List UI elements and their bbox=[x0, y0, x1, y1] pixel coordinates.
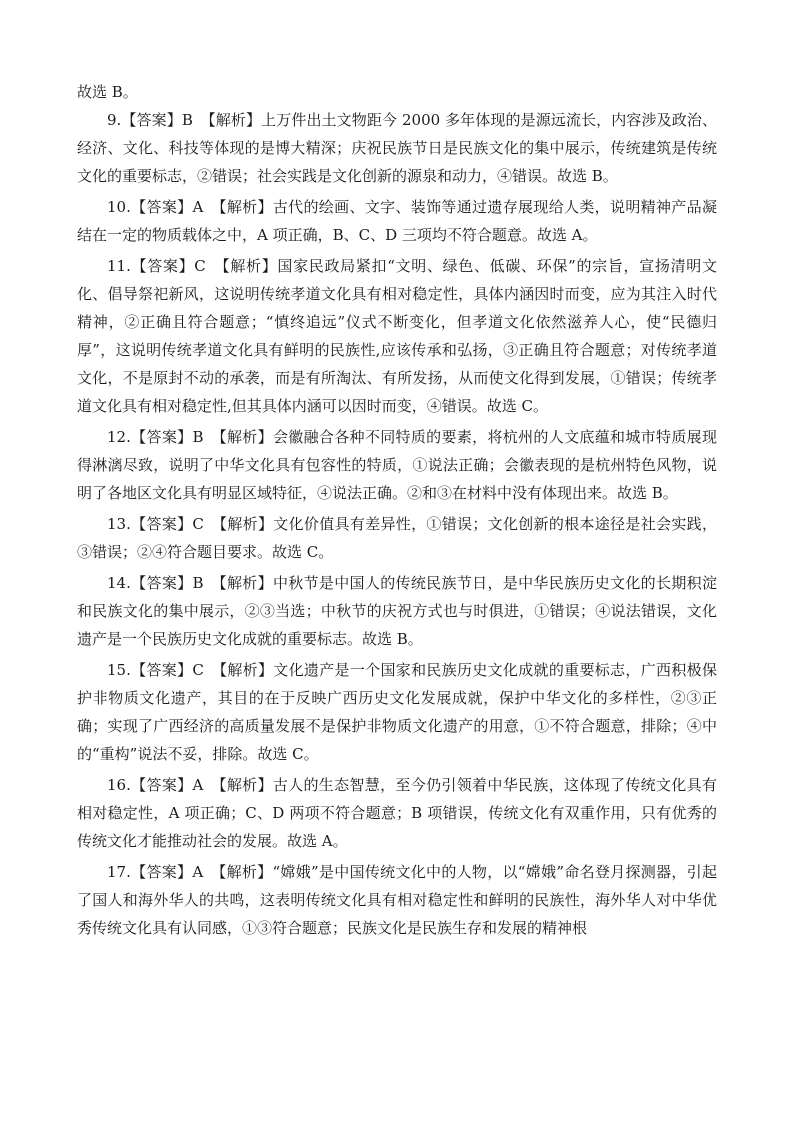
analysis-tag: 【解析】 bbox=[219, 428, 273, 446]
answer-tag: 【答案】 bbox=[130, 257, 195, 275]
answer-item-9 bbox=[77, 106, 717, 190]
item-number: 12. bbox=[107, 428, 131, 446]
item-number: 15. bbox=[107, 661, 131, 679]
analysis-tag: 【解析】 bbox=[218, 863, 273, 881]
answer-tag: 【答案】 bbox=[130, 661, 193, 679]
intro-line bbox=[77, 78, 717, 106]
answer-tag: 【答案】 bbox=[130, 198, 193, 216]
answer-tag: 【答案】 bbox=[130, 776, 193, 794]
analysis-text: 古人的生态智慧，至今仍引领着中华民族，这体现了传统文化具有相对稳定性，A 项正确；C、D 两项不符合题意；B 项错误，传统文化有双重作用，只有优秀的传统文化才能推动社会的发展。故选 A。 bbox=[77, 776, 717, 850]
answer-letter: C bbox=[192, 515, 204, 533]
answer-tag: 【答案】 bbox=[121, 111, 182, 129]
analysis-tag: 【解析】 bbox=[219, 198, 273, 216]
answer-letter: A bbox=[192, 863, 204, 881]
answer-letter: C bbox=[194, 257, 206, 275]
item-number: 16. bbox=[107, 776, 131, 794]
answer-letter: B bbox=[192, 574, 204, 592]
answer-tag: 【答案】 bbox=[130, 574, 193, 592]
analysis-tag: 【解析】 bbox=[219, 515, 274, 533]
answer-tag: 【答案】 bbox=[130, 515, 193, 533]
item-number: 17. bbox=[107, 863, 131, 881]
item-number: 13. bbox=[107, 515, 131, 533]
answer-item-11 bbox=[77, 252, 717, 420]
answer-letter: A bbox=[192, 776, 204, 794]
analysis-tag: 【解析】 bbox=[219, 776, 273, 794]
answer-item-16 bbox=[77, 771, 717, 855]
analysis-text: 文化价值具有差异性，①错误；文化创新的根本途径是社会实践，③错误；②④符合题目要求。故选 C。 bbox=[77, 515, 717, 561]
analysis-text: 国家民政局紧扣“文明、绿色、低碳、环保”的宗旨，宣扬清明文化、倡导祭祀新风，这说明传统孝道文化具有相对稳定性，具体内涵因时而变，应为其注入时代精神，②正确且符合题意；“慎终追远”仪式不断变化，但孝道文化依然滋养人心，使“民德归厚”，这说明传统孝道文化具有鲜明的民族性,应该传承和弘扬，③正确且符合题意；对传统孝道文化，不是原封不动的承袭，而是有所淘汰、有所发扬，从而使文化得到发展，①错误；传统孝道文化具有相对稳定性,但其具体内涵可以因时而变，④错误。故选 C。 bbox=[77, 257, 717, 415]
intro-text: 故选 B。 bbox=[77, 83, 138, 101]
answer-item-10 bbox=[77, 193, 717, 249]
answer-letter: C bbox=[192, 661, 204, 679]
answer-item-14 bbox=[77, 569, 717, 653]
analysis-tag: 【解析】 bbox=[208, 111, 262, 129]
analysis-text: 文化遗产是一个国家和民族历史文化成就的重要标志，广西积极保护非物质文化遗产，其目的在于反映广西历史文化发展成就，保护中华文化的多样性，②③正确；实现了广西经济的高质量发展不是保护非物质文化遗产的用意，①不符合题意，排除；④中的“重构”说法不妥，排除。故选 C。 bbox=[77, 661, 717, 763]
answer-tag: 【答案】 bbox=[130, 428, 193, 446]
analysis-tag: 【解析】 bbox=[219, 574, 273, 592]
item-number: 10. bbox=[107, 198, 131, 216]
analysis-text: 中秋节是中国人的传统民族节日，是中华民族历史文化的长期积淀和民族文化的集中展示，②③当选；中秋节的庆祝方式也与时俱进，①错误；④说法错误，文化遗产是一个民族历史文化成就的重要标志。故选 B。 bbox=[77, 574, 717, 648]
item-number: 11. bbox=[107, 257, 131, 275]
analysis-text: “嫦娥”是中国传统文化中的人物，以“嫦娥”命名登月探测器，引起了国人和海外华人的共鸣，这表明传统文化具有相对稳定性和鲜明的民族性，海外华人对中华优秀传统文化具有认同感，①③符合题意；民族文化是民族生存和发展的精神根 bbox=[77, 863, 717, 937]
answer-item-17 bbox=[77, 858, 717, 942]
analysis-text: 古代的绘画、文字、装饰等通过遗存展现给人类，说明精神产品凝结在一定的物质载体之中，A 项正确，B、C、D 三项均不符合题意。故选 A。 bbox=[77, 198, 717, 244]
answer-item-15 bbox=[77, 656, 717, 768]
document-body bbox=[77, 78, 717, 945]
item-number: 14. bbox=[107, 574, 131, 592]
answer-item-12 bbox=[77, 423, 717, 507]
answer-letter: A bbox=[192, 198, 204, 216]
answer-letter: B bbox=[181, 111, 193, 129]
answer-item-13 bbox=[77, 510, 717, 566]
analysis-tag: 【解析】 bbox=[219, 661, 274, 679]
item-number: 9. bbox=[107, 111, 122, 129]
analysis-tag: 【解析】 bbox=[222, 257, 278, 275]
answer-tag: 【答案】 bbox=[130, 863, 193, 881]
analysis-text: 上万件出土文物距今 2000 多年体现的是源远流长，内容涉及政治、经济、文化、科技等体现的是博大精深；庆祝民族节日是民族文化的集中展示，传统建筑是传统文化的重要标志，②错误；社会实践是文化创新的源泉和动力，④错误。故选 B。 bbox=[77, 111, 717, 185]
analysis-text: 会徽融合各种不同特质的要素，将杭州的人文底蕴和城市特质展现得淋漓尽致，说明了中华文化具有包容性的特质，①说法正确；会徽表现的是杭州特色风物，说明了各地区文化具有明显区域特征，④说法正确。②和③在材料中没有体现出来。故选 B。 bbox=[77, 428, 717, 502]
answer-letter: B bbox=[192, 428, 204, 446]
